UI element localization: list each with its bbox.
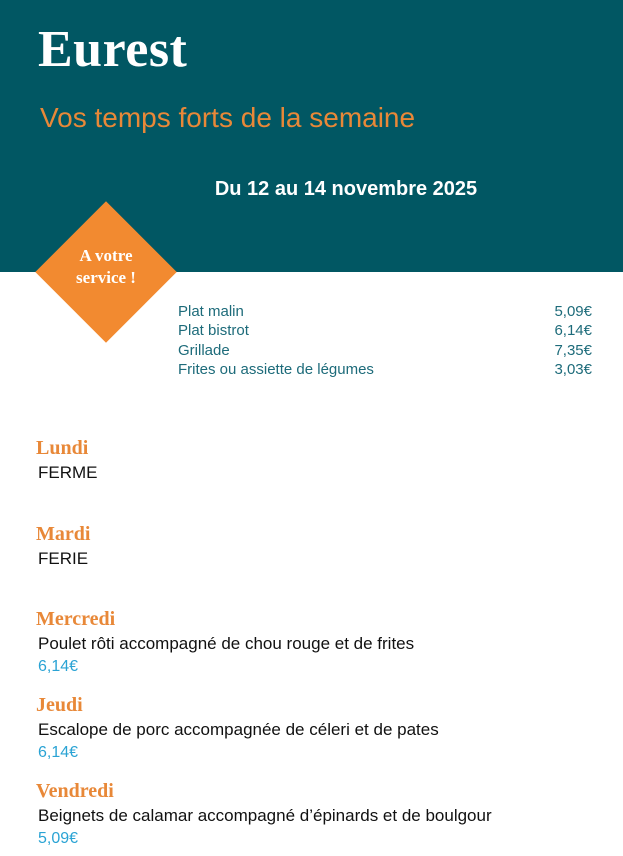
price-list bbox=[178, 302, 592, 379]
day-dish: FERME bbox=[38, 463, 98, 482]
eurest-logo: Eurest bbox=[38, 21, 188, 78]
day-lundi bbox=[36, 435, 616, 485]
price-row bbox=[178, 360, 592, 379]
day-dish: Beignets de calamar accompagné d’épinards et de boulgour bbox=[38, 806, 492, 825]
price-row bbox=[178, 321, 592, 340]
day-price: 6,14€ bbox=[38, 744, 79, 761]
price-label: Frites ou assiette de légumes bbox=[178, 360, 374, 378]
price-label: Plat bistrot bbox=[178, 322, 249, 340]
price-value: 3,03€ bbox=[554, 360, 592, 378]
price-row bbox=[178, 341, 592, 360]
price-value: 5,09€ bbox=[554, 303, 592, 320]
price-label: Plat malin bbox=[178, 303, 244, 320]
day-vendredi bbox=[36, 778, 616, 850]
day-name: Mercredi bbox=[36, 608, 116, 630]
day-mercredi bbox=[36, 606, 616, 678]
day-mardi bbox=[36, 521, 616, 571]
date-range: Du 12 au 14 novembre 2025 bbox=[214, 178, 478, 200]
day-price: 5,09€ bbox=[38, 830, 79, 847]
day-name: Vendredi bbox=[36, 780, 114, 802]
price-row bbox=[178, 302, 592, 321]
day-dish: Escalope de porc accompagnée de céleri et de pates bbox=[38, 720, 439, 739]
day-price: 6,14€ bbox=[38, 658, 79, 675]
day-name: Lundi bbox=[36, 437, 89, 459]
page-subtitle: Vos temps forts de la semaine bbox=[40, 102, 416, 133]
price-value: 6,14€ bbox=[554, 322, 592, 340]
service-badge-text bbox=[48, 245, 164, 289]
day-name: Jeudi bbox=[36, 694, 83, 716]
price-label: Grillade bbox=[178, 341, 230, 359]
badge-line-2: service ! bbox=[76, 268, 136, 287]
price-value: 7,35€ bbox=[554, 341, 592, 359]
day-jeudi bbox=[36, 692, 616, 764]
day-dish: Poulet rôti accompagné de chou rouge et de frites bbox=[38, 634, 415, 653]
badge-line-1: A votre bbox=[79, 246, 133, 265]
day-name: Mardi bbox=[36, 523, 91, 545]
day-dish: FERIE bbox=[38, 549, 89, 568]
